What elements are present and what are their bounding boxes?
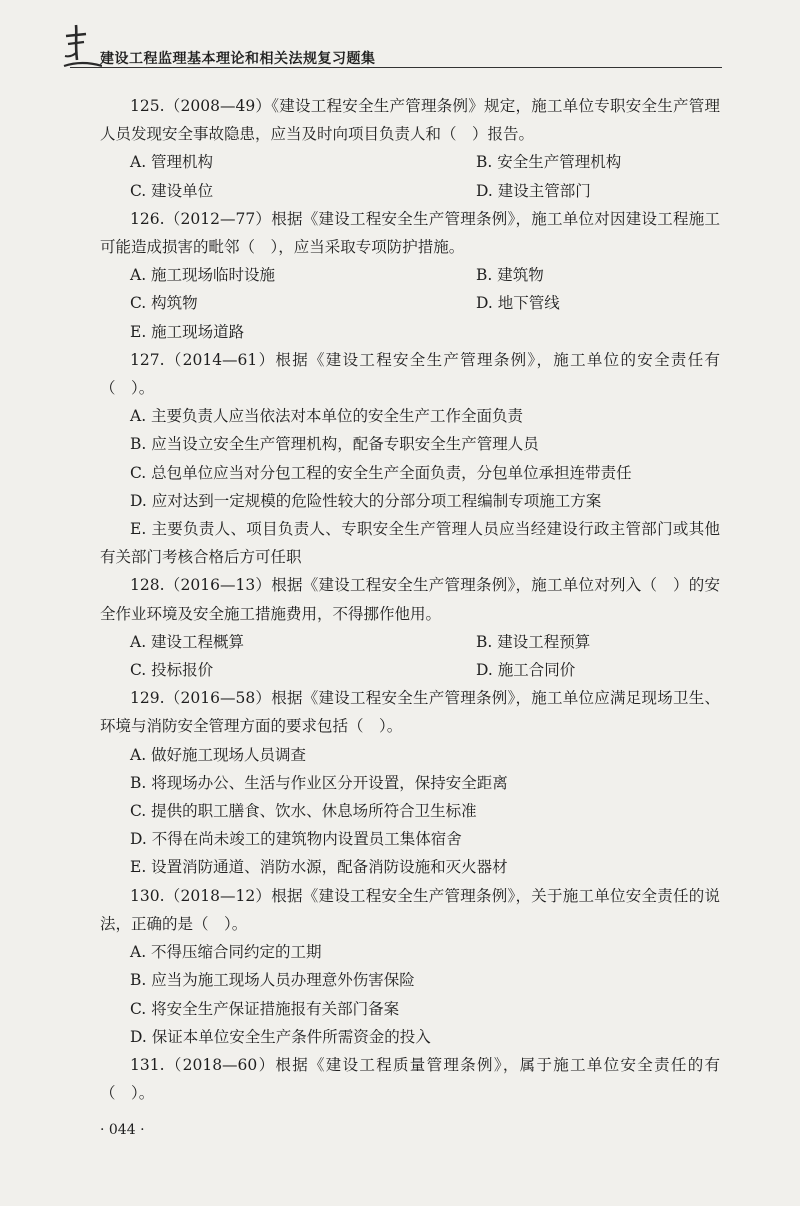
option: C. 将安全生产保证措施报有关部门备案 — [130, 999, 400, 1018]
option: C. 总包单位应当对分包工程的安全生产全面负责，分包单位承担连带责任 — [130, 463, 632, 482]
option: A. 做好施工现场人员调查 — [130, 745, 307, 764]
question-stem: 130.（2018—12）根据《建设工程安全生产管理条例》，关于施工单位安全责任的说法，正确的是（ ）。 — [100, 886, 720, 933]
page-header — [62, 22, 722, 68]
option: D. 建设主管部门 — [476, 181, 591, 200]
option: A. 管理机构 — [130, 153, 214, 172]
option: C. 构筑物 — [130, 294, 198, 313]
option: E. 设置消防通道、消防水源，配备消防设施和灭火器材 — [130, 858, 508, 877]
option: D. 应对达到一定规模的危险性较大的分部分项工程编制专项施工方案 — [130, 491, 602, 510]
option: B. 建筑物 — [476, 266, 544, 285]
question-stem: 125.（2008—49）《建设工程安全生产管理条例》规定，施工单位专职安全生产管理人员发现安全事故隐患，应当及时向项目负责人和（ ）报告。 — [100, 97, 720, 144]
option-row — [100, 628, 720, 656]
option-row — [100, 261, 720, 289]
book-logo-icon — [62, 22, 102, 68]
option: B. 应当设立安全生产管理机构，配备专职安全生产管理人员 — [130, 435, 539, 454]
book-title: 建设工程监理基本理论和相关法规复习题集 — [100, 51, 376, 67]
option-row — [100, 148, 720, 176]
question-list — [100, 92, 720, 1107]
question-stem: 129.（2016—58）根据《建设工程安全生产管理条例》，施工单位应满足现场卫生、环境与消防安全管理方面的要求包括（ ）。 — [100, 689, 720, 736]
option: E. 主要负责人、项目负责人、专职安全生产管理人员应当经建设行政主管部门或其他有关部门考核合格后方可任职 — [100, 520, 720, 567]
option: D. 保证本单位安全生产条件所需资金的投入 — [130, 1027, 431, 1046]
question-stem: 126.（2012—77）根据《建设工程安全生产管理条例》，施工单位对因建设工程施工可能造成损害的毗邻（ ），应当采取专项防护措施。 — [100, 209, 720, 257]
option: B. 安全生产管理机构 — [476, 153, 622, 172]
option: D. 施工合同价 — [476, 661, 576, 680]
option: A. 建设工程概算 — [130, 632, 245, 651]
option: A. 不得压缩合同约定的工期 — [130, 943, 322, 962]
option-row — [100, 289, 720, 317]
question-stem: 128.（2016—13）根据《建设工程安全生产管理条例》，施工单位对列入（ ）的安全作业环境及安全施工措施费用，不得挪作他用。 — [100, 576, 720, 623]
question-stem: 127.（2014—61）根据《建设工程安全生产管理条例》，施工单位的安全责任有（ ）。 — [100, 350, 720, 398]
option: B. 将现场办公、生活与作业区分开设置，保持安全距离 — [130, 773, 508, 792]
option: A. 主要负责人应当依法对本单位的安全生产工作全面负责 — [130, 407, 524, 426]
option: C. 投标报价 — [130, 661, 214, 680]
option: B. 建设工程预算 — [476, 632, 591, 651]
option: C. 提供的职工膳食、饮水、休息场所符合卫生标准 — [130, 802, 477, 821]
option: D. 不得在尚未竣工的建筑物内设置员工集体宿舍 — [130, 830, 462, 849]
option: E. 施工现场道路 — [130, 322, 245, 341]
option-row — [100, 656, 720, 684]
option: C. 建设单位 — [130, 181, 214, 200]
option: A. 施工现场临时设施 — [130, 266, 276, 285]
question-stem: 131.（2018—60）根据《建设工程质量管理条例》，属于施工单位安全责任的有（ ）。 — [100, 1055, 720, 1103]
page-number: · 044 · — [100, 1122, 145, 1138]
option-row — [100, 177, 720, 205]
option: D. 地下管线 — [476, 294, 560, 313]
option: B. 应当为施工现场人员办理意外伤害保险 — [130, 971, 415, 990]
header-divider — [70, 67, 722, 68]
